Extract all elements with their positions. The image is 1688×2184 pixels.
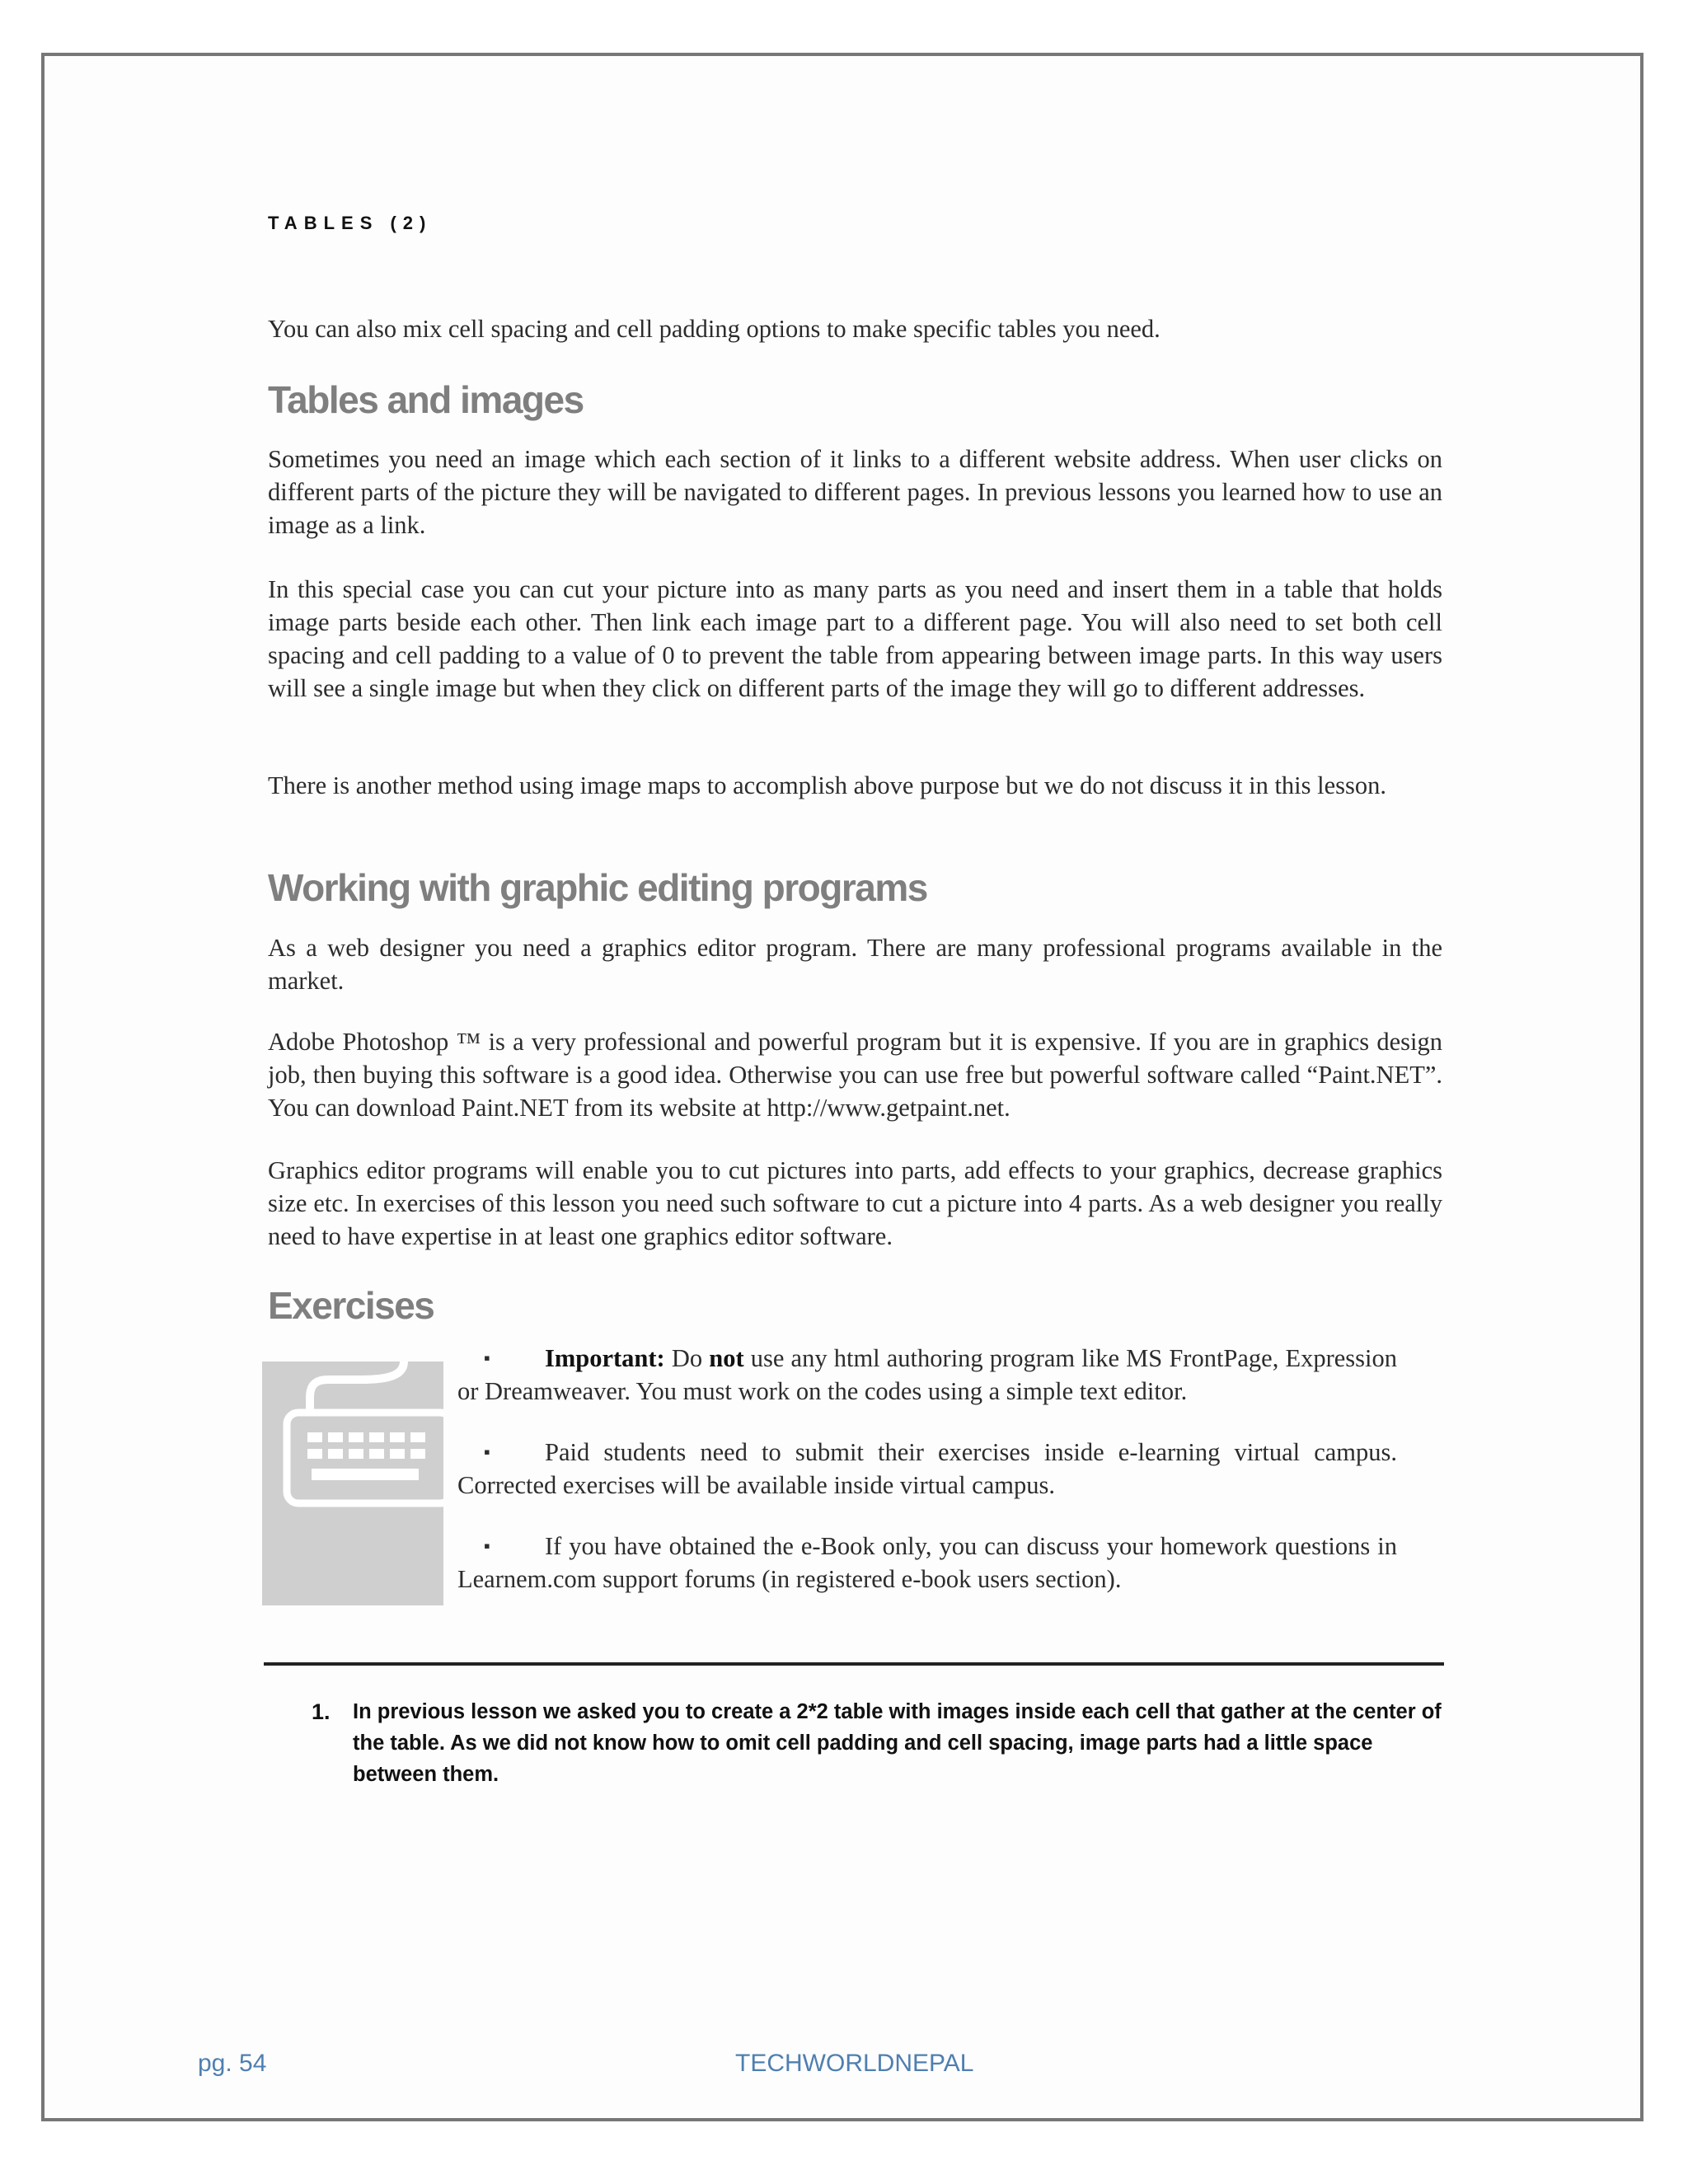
section1-paragraph-3: There is another method using image maps to accomplish above purpose but we do not discuss it in this lesson. [268,771,1387,799]
section-heading-tables-images: Tables and images [268,378,584,421]
intro-paragraph: You can also mix cell spacing and cell padding options to make specific tables you need. [268,315,1160,343]
footer-page-number: pg. 54 [198,2050,267,2077]
bullet-ebook: ▪ If you have obtained the e-Book only, you can discuss your homework questions in Learnem.com support forums (in registered e-book users section). [457,1532,1397,1593]
section-heading-exercises: Exercises [268,1284,434,1327]
footer-site-name: TECHWORLDNEPAL [735,2050,974,2077]
section1-paragraph-2: In this special case you can cut your picture into as many parts as you need and insert them in a table that holds image parts beside each other. Then link each image part to a different page. You will also need to set both cell spacing and cell padding to a value of 0 to prevent the table from appearing between image parts. In this way users will see a single image but when they click on different parts of the image they will go to different addresses. [268,575,1442,702]
bullet-important: ▪ Important: Do not use any html authoring program like MS FrontPage, Expression or Dreamweaver. You must work on the codes using a simple text editor. [457,1344,1397,1405]
keyboard-icon [262,1361,443,1605]
section-heading-graphic-editing: Working with graphic editing programs [268,866,927,909]
section2-paragraph-2: Adobe Photoshop ™ is a very professional and powerful program but it is expensive. If you are in graphics design job, then buying this software is a good idea. Otherwise you can use free but powerful software called “Paint.NET”. You can download Paint.NET from its website at http://www.getpaint.net. [268,1028,1442,1122]
exercise-text: In previous lesson we asked you to create a 2*2 table with images inside each cell that gather at the center of the table. As we did not know how to omit cell padding and cell spacing, image parts had a little space between them. [353,1700,1442,1786]
section2-paragraph-1: As a web designer you need a graphics editor program. There are many professional programs available in the market. [268,934,1442,995]
exercise-bullets [457,1342,1397,1624]
exercise-number: 1. [312,1699,331,1724]
section2-paragraph-3: Graphics editor programs will enable you to cut pictures into parts, add effects to your graphics, decrease graphics size etc. In exercises of this lesson you need such software to cut a picture into 4 parts. As a web designer you really need to have expertise in at least one graphics editor software. [268,1156,1442,1250]
bullet-paid-students: ▪ Paid students need to submit their exercises inside e-learning virtual campus. Corrected exercises will be available inside virtual campus. [457,1438,1397,1499]
running-title: TABLES (2) [268,213,433,233]
section1-paragraph-1: Sometimes you need an image which each section of it links to a different website address. When user clicks on different parts of the picture they will be navigated to different pages. In previous lessons you learned how to use an image as a link. [268,445,1442,539]
horizontal-rule [264,1662,1444,1666]
